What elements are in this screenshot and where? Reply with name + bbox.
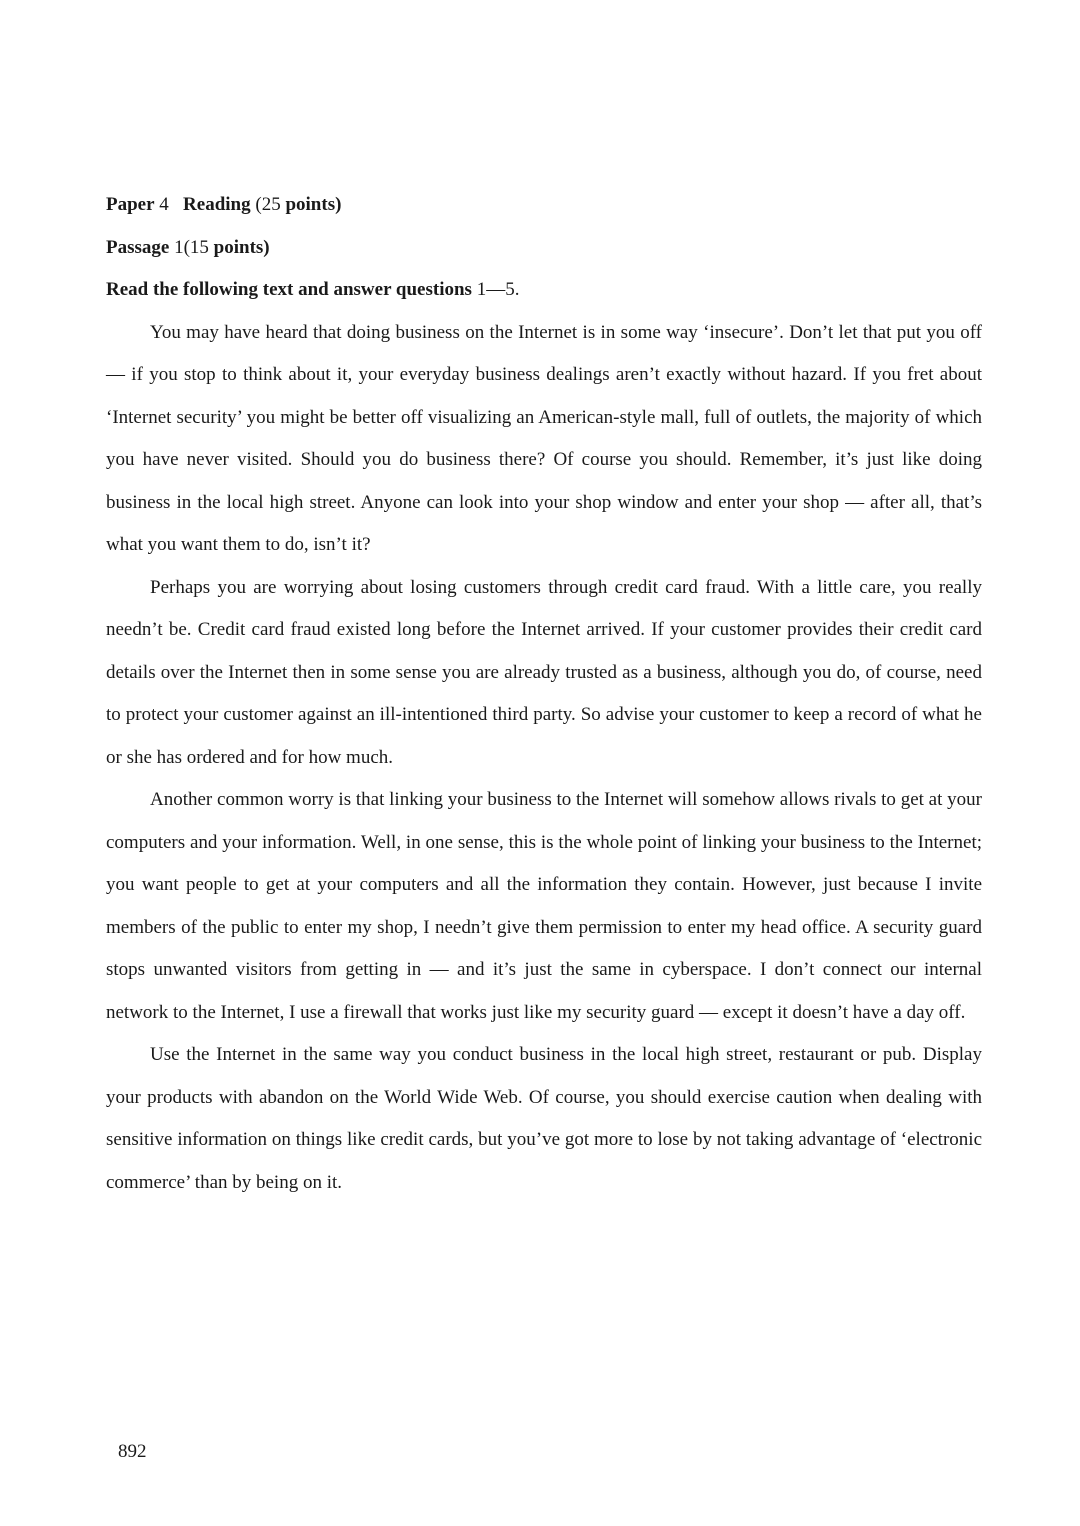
points-label: points) (285, 194, 342, 215)
paragraph-1: You may have heard that doing business on the Internet is in some way ‘insecure’. Don’t let that put you off — if you stop to think about it, your everyday business dealings aren’t exactly without hazard. If you fret about ‘Internet security’ you might be better off visualizing an American-style mall, full of outlets, the majority of which you have never visited. Should you do business there? Of course you should. Remember, it’s just like doing business in the local high street. Anyone can look into your shop window and enter your shop — after all, that’s what you want them to do, isn’t it? (106, 321, 982, 555)
points-value: 25 (261, 194, 281, 215)
paper-label: Paper (106, 194, 155, 215)
paper-heading (106, 184, 982, 227)
passage-heading (106, 227, 982, 270)
paragraph-2: Perhaps you are worrying about losing customers through credit card fraud. With a little care, you really needn’t be. Credit card fraud existed long before the Internet arrived. If your customer provides their credit card details over the Internet then in some sense you are already trusted as a business, although you do, of course, need to protect your customer against an ill-intentioned third party. So advise your customer to keep a record of what he or she has ordered and for how much. (106, 576, 982, 768)
paragraph-4: Use the Internet in the same way you conduct business in the local high street, restaurant or pub. Display your products with abandon on the World Wide Web. Of course, you should exercise caution when dealing with sensitive information on things like credit cards, but you’ve got more to lose by not taking advantage of ‘electronic commerce’ than by being on it. (106, 1044, 982, 1193)
paper-number: 4 (159, 194, 169, 215)
instruction-range: 1—5. (476, 279, 520, 300)
instruction-text: Read the following text and answer questions (106, 279, 472, 300)
passage-number: 1(15 (174, 236, 209, 258)
passage-label: Passage (106, 236, 170, 258)
page-number: 892 (118, 1441, 147, 1462)
points-open: ( (255, 194, 262, 215)
instruction-line (106, 269, 982, 312)
passage-points-label: points) (213, 236, 270, 258)
paper-title: Reading (183, 194, 251, 215)
document-page (106, 184, 982, 1204)
paragraph-3: Another common worry is that linking your business to the Internet will somehow allows rivals to get at your computers and your information. Well, in one sense, this is the whole point of linking your business to the Internet; you want people to get at your computers and all the information they contain. However, just because I invite members of the public to enter my shop, I needn’t give them permission to enter my head office. A security guard stops unwanted visitors from getting in — and it’s just the same in cyberspace. I don’t connect our internal network to the Internet, I use a firewall that works just like my security guard — except it doesn’t have a day off. (106, 789, 982, 1023)
